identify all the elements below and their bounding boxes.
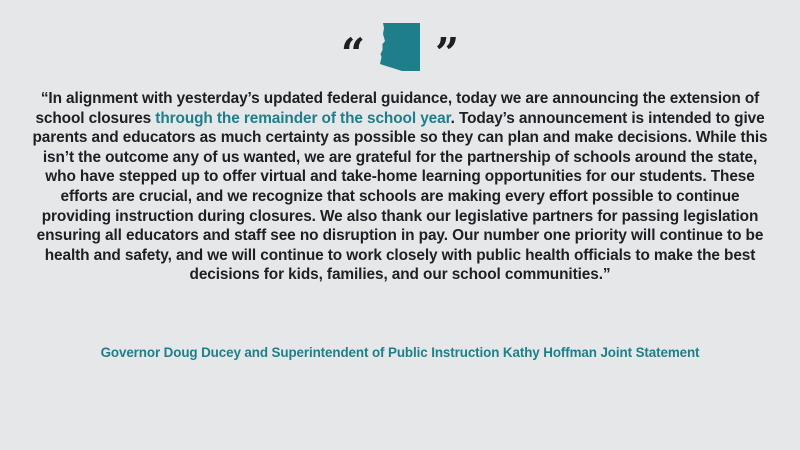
quote-text bbox=[28, 89, 772, 285]
quote-highlight: through the remainder of the school year bbox=[155, 109, 451, 127]
quote-text-part1: “In alignment with yesterday’s updated federal guidance, today we are announcing the extension of school closures bbox=[35, 90, 760, 127]
close-quote-icon: ” bbox=[435, 29, 460, 78]
quote-header bbox=[0, 22, 800, 78]
attribution: Governor Doug Ducey and Superintendent of Public Instruction Kathy Hoffman Joint Statement bbox=[100, 345, 700, 360]
arizona-state-icon bbox=[379, 22, 421, 72]
open-quote-icon: “ bbox=[340, 29, 365, 78]
quote-text-part2: . Today’s announcement is intended to give parents and educators as much certainty as possible so they can plan and make decisions. While this isn’t the outcome any of us wanted, we are grateful for the partnership of schools around the state, who have stepped up to offer virtual and take-home learning opportunities for our students. These efforts are crucial, and we recognize that schools are making every effort possible to continue providing instruction during closures. We also thank our legislative partners for passing legislation ensuring all educators and staff see no disruption in pay. Our number one priority will continue to be health and safety, and we will continue to work closely with public health officials to make the best decisions for kids, families, and our school communities.” bbox=[32, 109, 768, 284]
